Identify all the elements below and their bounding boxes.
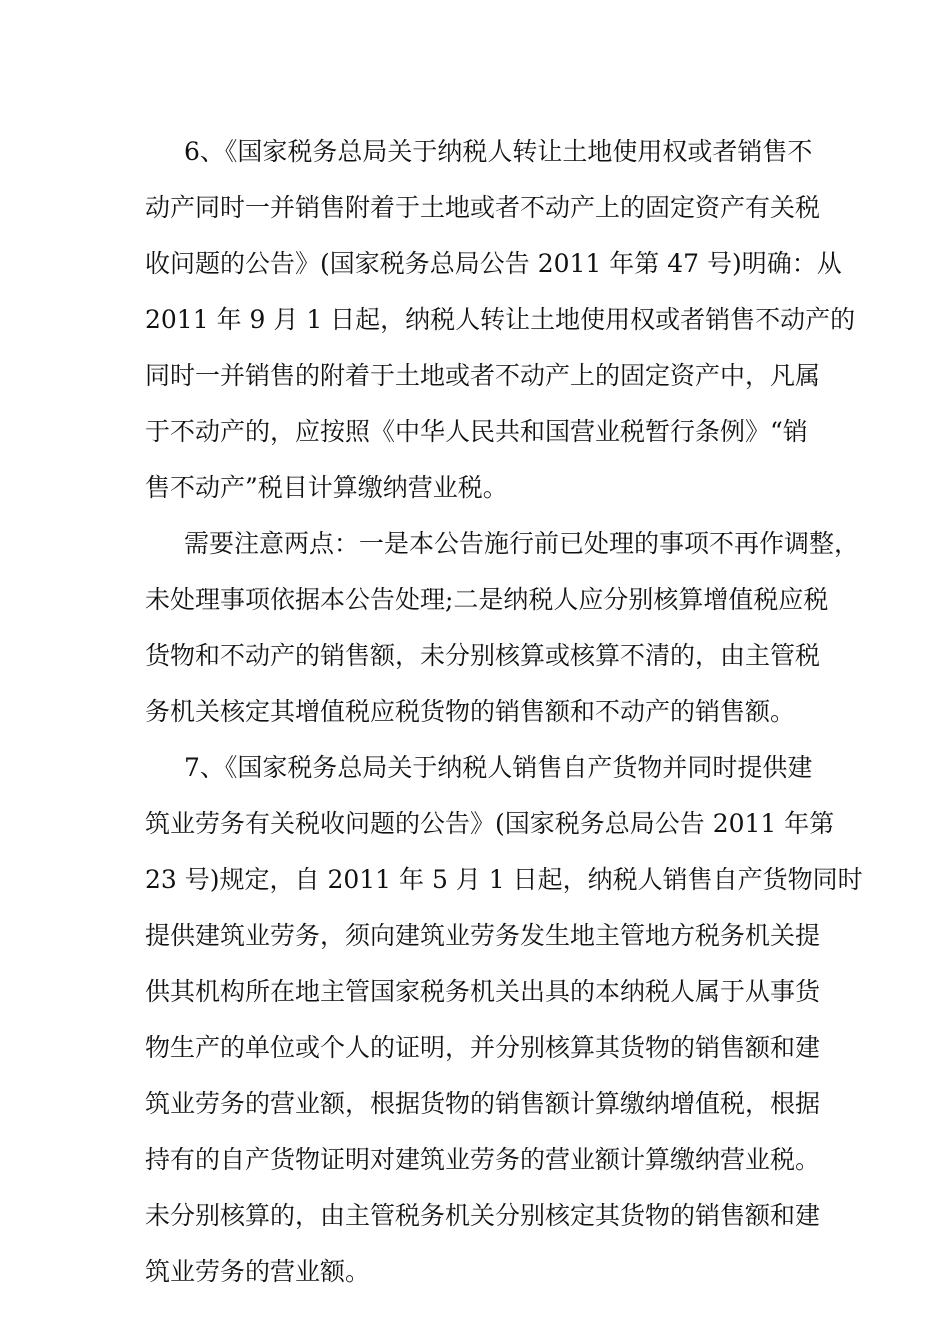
text-line-16: 供其机构所在地主管国家税务机关出具的本纳税人属于从事货	[145, 977, 821, 1006]
text-line-2: 动产同时一并销售附着于土地或者不动产上的固定资产有关税	[145, 193, 821, 222]
text-line-6: 于不动产的，应按照《中华人民共和国营业税暂行条例》“销	[145, 417, 808, 446]
text-line-11: 务机关核定其增值税应税货物的销售额和不动产的销售额。	[145, 697, 796, 726]
text-line-9: 未处理事项依据本公告处理;二是纳税人应分别核算增值税应税	[145, 585, 829, 614]
text-line-19: 持有的自产货物证明对建筑业劳务的营业额计算缴纳营业税。	[145, 1145, 821, 1174]
text-line-4: 2011 年 9 月 1 日起，纳税人转让土地使用权或者销售不动产的	[145, 305, 856, 334]
text-line-12: 7、《国家税务总局关于纳税人销售自产货物并同时提供建	[184, 753, 813, 782]
text-line-15: 提供建筑业劳务，须向建筑业劳务发生地主管地方税务机关提	[145, 921, 821, 950]
text-line-17: 物生产的单位或个人的证明，并分别核算其货物的销售额和建	[145, 1033, 821, 1062]
text-line-1: 6、《国家税务总局关于纳税人转让土地使用权或者销售不	[184, 137, 813, 166]
text-line-7: 售不动产”税目计算缴纳营业税。	[145, 473, 508, 502]
text-line-3: 收问题的公告》(国家税务总局公告 2011 年第 47 号)明确：从	[145, 249, 842, 278]
text-line-5: 同时一并销售的附着于土地或者不动产上的固定资产中，凡属	[145, 361, 821, 390]
text-line-14: 23 号)规定，自 2011 年 5 月 1 日起，纳税人销售自产货物同时	[145, 865, 863, 894]
text-line-20: 未分别核算的，由主管税务机关分别核定其货物的销售额和建	[145, 1201, 821, 1230]
text-line-18: 筑业劳务的营业额，根据货物的销售额计算缴纳增值税，根据	[145, 1089, 821, 1118]
text-line-13: 筑业劳务有关税收问题的公告》(国家税务总局公告 2011 年第	[145, 809, 835, 838]
text-line-10: 货物和不动产的销售额，未分别核算或核算不清的，由主管税	[145, 641, 821, 670]
text-line-21: 筑业劳务的营业额。	[145, 1257, 371, 1286]
text-line-8: 需要注意两点：一是本公告施行前已处理的事项不再作调整，	[184, 529, 860, 558]
